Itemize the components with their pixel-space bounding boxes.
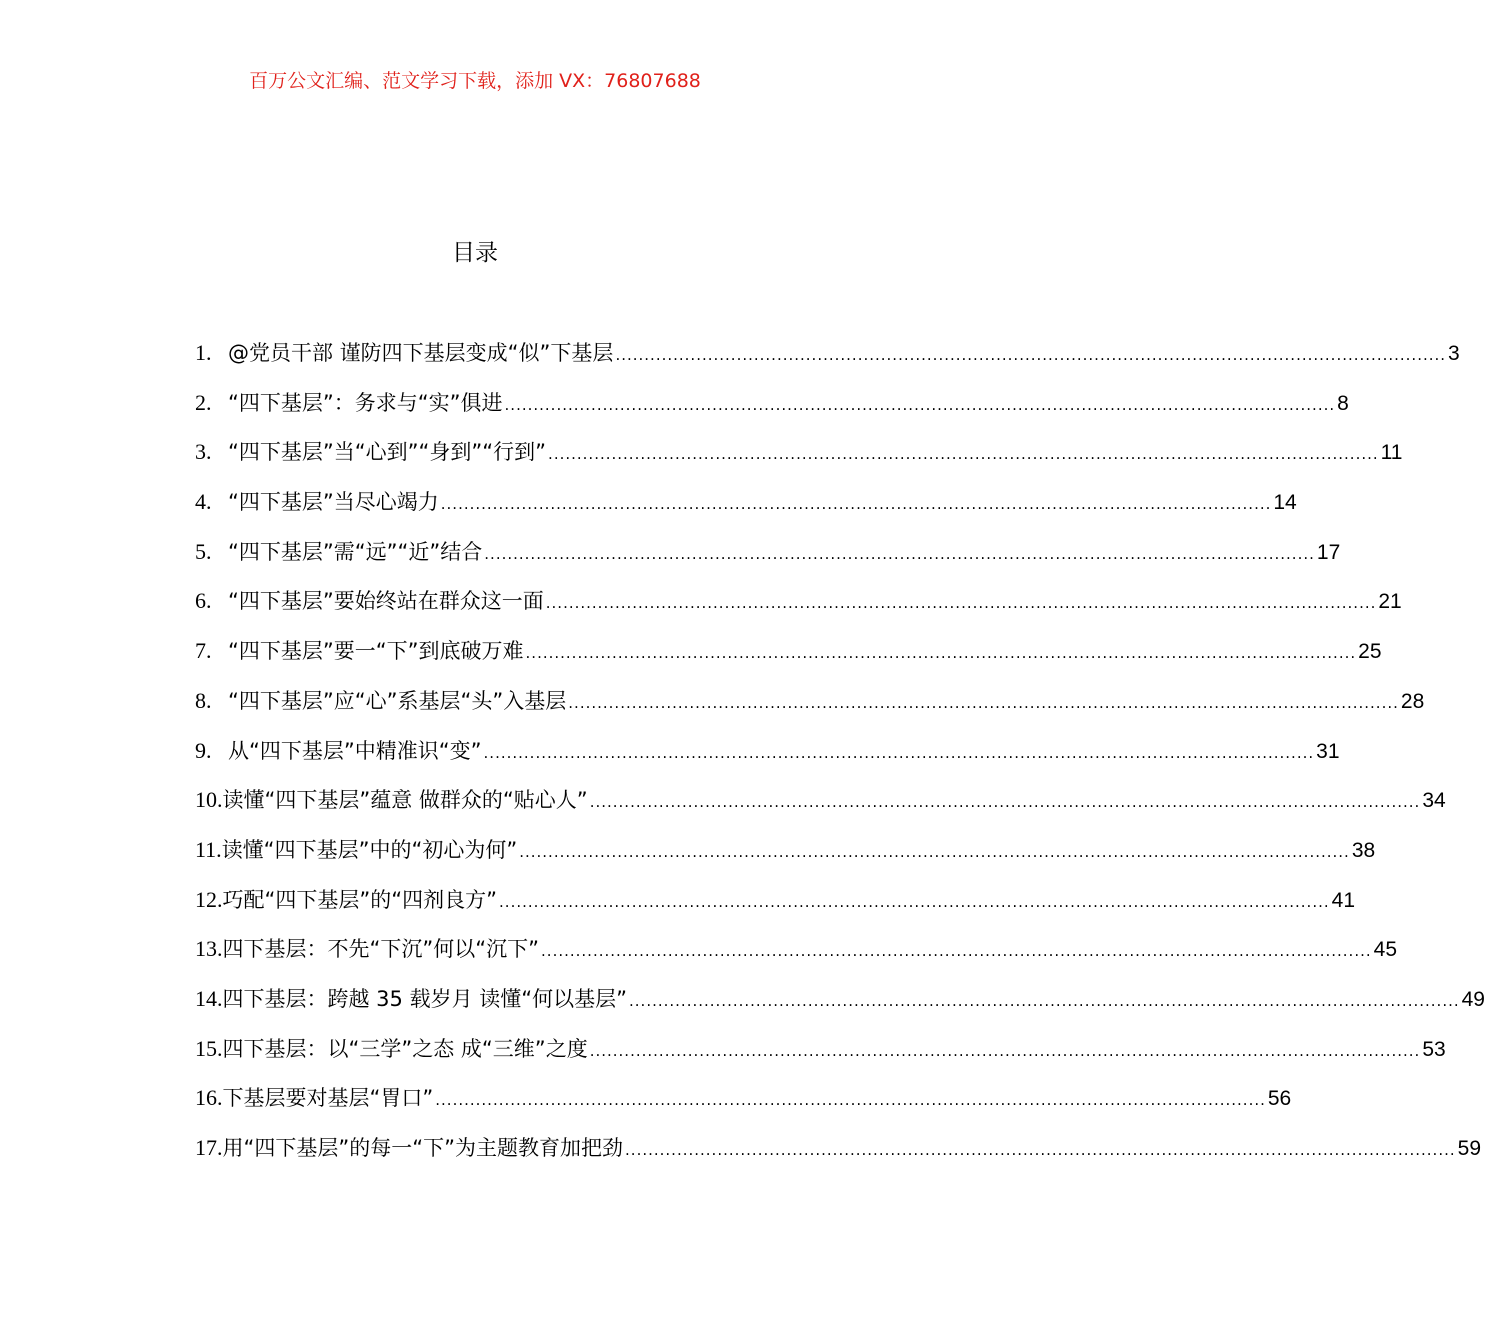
toc-entry-title: 读懂“四下基层”蕴意 做群众的“贴心人” [222, 788, 588, 813]
toc-entry[interactable] [195, 982, 1485, 1032]
toc-entry-page: 14 [1273, 491, 1297, 515]
toc-entry-page: 59 [1457, 1137, 1481, 1160]
toc-leader-dots: ................................................................................................................................................ [629, 991, 1460, 1010]
toc-entry[interactable] [195, 1081, 1292, 1131]
toc-entry-number: 15. [195, 1035, 223, 1061]
toc-entry-number: 8. [195, 687, 212, 713]
toc-leader-dots: ................................................................................................................................................ [435, 1091, 1266, 1110]
toc-leader-dots: ................................................................................................................................................ [545, 594, 1377, 613]
toc-list [195, 336, 1485, 1181]
toc-leader-dots: ................................................................................................................................................ [504, 395, 1336, 414]
toc-entry[interactable] [195, 386, 1349, 436]
toc-entry-title: 四下基层：跨越 35 载岁月 读懂“何以基层” [222, 986, 628, 1011]
toc-entry-page: 41 [1331, 888, 1355, 912]
toc-leader-dots: ................................................................................................................................................ [615, 346, 1447, 364]
toc-entry-title: “四下基层”：务求与“实”俱进 [228, 390, 503, 415]
toc-entry-number: 2. [195, 389, 212, 415]
toc-entry-page: 17 [1316, 540, 1341, 564]
toc-entry[interactable] [195, 485, 1297, 535]
toc-leader-dots: ................................................................................................................................................ [483, 743, 1315, 762]
toc-leader-dots: ................................................................................................................................................ [499, 892, 1330, 911]
toc-entry-number: 14. [195, 985, 223, 1011]
header-note: 百万公文汇编、范文学习下载，添加 VX：76807688 [249, 70, 701, 92]
toc-entry-number: 6. [195, 588, 212, 614]
toc-entry-title: “四下基层”需“远”“近”结合 [228, 539, 483, 564]
toc-leader-dots: ................................................................................................................................................ [525, 644, 1357, 663]
toc-entry[interactable] [195, 783, 1446, 833]
toc-entry-number: 11. [195, 836, 222, 862]
toc-entry-number: 1. [195, 340, 212, 365]
toc-entry-page: 11 [1380, 441, 1403, 465]
toc-entry-number: 7. [195, 638, 212, 664]
toc-entry-title: “四下基层”要一“下”到底破万难 [228, 639, 524, 664]
toc-entry-title: “四下基层”要始终站在群众这一面 [228, 589, 544, 614]
toc-entry-title: 用“四下基层”的每一“下”为主题教育加把劲 [222, 1136, 624, 1160]
toc-leader-dots: ................................................................................................................................................ [440, 495, 1272, 514]
toc-entry[interactable] [195, 1032, 1446, 1082]
toc-entry-number: 16. [195, 1085, 223, 1111]
toc-entry-number: 17. [195, 1135, 223, 1160]
toc-leader-dots: ................................................................................................................................................ [519, 842, 1350, 861]
toc-entry-title: 四下基层：以“三学”之态 成“三维”之度 [222, 1036, 588, 1061]
toc-entry-page: 45 [1373, 938, 1397, 962]
toc-title: 目录 [452, 240, 498, 266]
toc-leader-dots: ................................................................................................................................................ [625, 1141, 1456, 1159]
toc-entry-number: 12. [195, 886, 223, 912]
toc-entry-page: 56 [1267, 1087, 1292, 1111]
toc-entry-title: “四下基层”当尽心竭力 [228, 490, 439, 515]
toc-leader-dots: ................................................................................................................................................ [541, 942, 1372, 961]
toc-entry-page: 34 [1422, 789, 1446, 813]
toc-entry-number: 10. [195, 787, 223, 813]
toc-entry-title: 巧配“四下基层”的“四剂良方” [222, 887, 498, 912]
toc-entry-title: “四下基层”应“心”系基层“头”入基层 [228, 688, 567, 713]
toc-entry-number: 4. [195, 489, 212, 515]
toc-entry-title: 下基层要对基层“胃口” [222, 1086, 434, 1111]
toc-entry-title: 四下基层：不先“下沉”何以“沉下” [222, 937, 540, 962]
toc-leader-dots: ................................................................................................................................................ [484, 544, 1315, 563]
toc-entry-number: 3. [195, 439, 212, 465]
toc-entry[interactable] [195, 584, 1402, 634]
toc-entry-page: 25 [1358, 640, 1382, 664]
toc-entry[interactable] [195, 684, 1425, 734]
toc-entry-page: 21 [1378, 590, 1402, 614]
toc-entry-number: 5. [195, 538, 212, 564]
toc-entry[interactable] [195, 535, 1341, 585]
toc-entry-page: 53 [1422, 1037, 1446, 1061]
toc-entry-number: 13. [195, 936, 223, 962]
toc-entry-number: 9. [195, 737, 212, 763]
toc-leader-dots: ................................................................................................................................................ [589, 1041, 1421, 1060]
toc-entry[interactable] [195, 634, 1382, 684]
toc-entry[interactable] [195, 435, 1403, 485]
toc-entry-title: @党员干部 谨防四下基层变成“似”下基层 [228, 341, 614, 365]
toc-entry-title: 从“四下基层”中精准识“变” [228, 738, 482, 763]
toc-entry[interactable] [195, 883, 1355, 933]
toc-entry[interactable] [195, 734, 1340, 784]
toc-entry[interactable] [195, 336, 1460, 386]
toc-entry[interactable] [195, 833, 1376, 883]
toc-entry-page: 28 [1400, 689, 1425, 713]
toc-leader-dots: ................................................................................................................................................ [589, 793, 1421, 812]
toc-entry-page: 3 [1448, 342, 1460, 365]
toc-entry[interactable] [195, 1131, 1481, 1181]
toc-entry-page: 31 [1316, 739, 1340, 763]
toc-entry-page: 49 [1461, 987, 1485, 1011]
toc-entry[interactable] [195, 932, 1397, 982]
toc-entry-title: 读懂“四下基层”中的“初心为何” [221, 837, 518, 862]
toc-entry-title: “四下基层”当“心到”“身到”“行到” [228, 440, 547, 465]
toc-leader-dots: ................................................................................................................................................ [548, 445, 1379, 464]
toc-entry-page: 8 [1337, 391, 1349, 415]
toc-leader-dots: ................................................................................................................................................ [568, 693, 1399, 712]
toc-entry-page: 38 [1351, 838, 1376, 862]
